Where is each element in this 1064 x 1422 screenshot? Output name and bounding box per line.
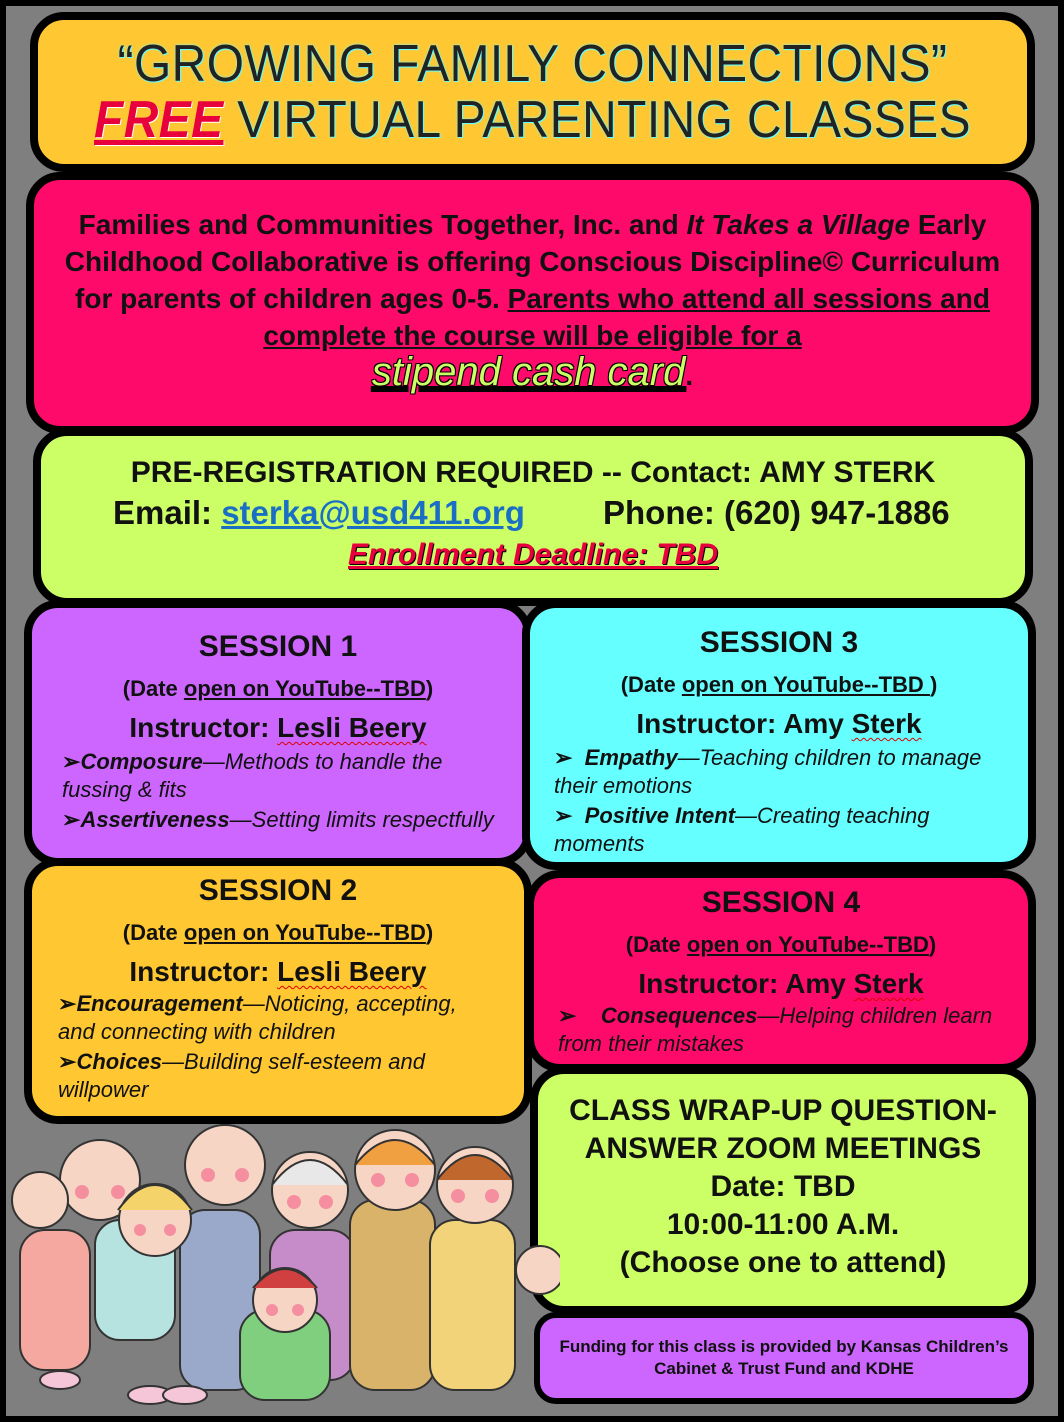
instructor-name: Sterk: [853, 968, 924, 999]
session-date: [530, 672, 1028, 698]
session-instructor: [534, 968, 1028, 1000]
bullet-text: —Setting limits respectfully: [229, 807, 494, 832]
bullet-text: —Methods to handle the fussing & fits: [62, 749, 443, 802]
bullet-label: Empathy: [584, 745, 678, 770]
funding-text: [540, 1336, 1028, 1380]
bullet-item: [58, 990, 498, 1046]
bullet-item: [558, 1002, 1008, 1058]
email-label: Email:: [113, 494, 222, 531]
enrollment-deadline: Enrollment Deadline: TBD: [347, 538, 719, 571]
youtube-link[interactable]: open on YouTube--TBD: [686, 932, 929, 957]
session-instructor: [530, 708, 1028, 740]
date-suffix: ): [928, 932, 937, 957]
date-prefix: (Date: [122, 920, 184, 945]
instructor-name: Sterk: [851, 708, 922, 739]
bullet-label: Assertiveness: [80, 807, 230, 832]
session-date: [32, 920, 524, 946]
session-1-panel: [24, 600, 532, 866]
wrapup-note: (Choose one to attend): [619, 1246, 947, 1279]
email-line: [113, 494, 525, 532]
registration-contact: PRE-REGISTRATION REQUIRED -- Contact: AMY STERK: [130, 456, 936, 489]
session-4-panel: [526, 870, 1036, 1072]
date-prefix: (Date: [625, 932, 687, 957]
arrow-bullet-icon: ➢: [62, 807, 81, 832]
flyer-header: [30, 12, 1035, 172]
session-title: SESSION 4: [701, 886, 861, 919]
funding-line-1: Funding for this class is provided by Kansas Children’s: [559, 1337, 1009, 1356]
header-subtitle-text: VIRTUAL PARENTING CLASSES: [223, 91, 971, 149]
bullet-text: —Building self-esteem and willpower: [58, 1049, 425, 1102]
intro-text: [34, 206, 1031, 394]
session-title: SESSION 1: [198, 630, 358, 663]
session-title: SESSION 2: [198, 874, 358, 907]
arrow-bullet-icon: ➢: [62, 749, 81, 774]
youtube-link[interactable]: open on YouTube--TBD: [681, 672, 930, 697]
intro-period: .: [685, 360, 694, 391]
bullet-item: [58, 1048, 458, 1104]
youtube-link[interactable]: open on YouTube--TBD: [183, 676, 426, 701]
registration-details: [41, 494, 1025, 536]
date-prefix: (Date: [620, 672, 682, 697]
instructor-label: Instructor:: [129, 956, 278, 987]
date-suffix: ): [929, 672, 938, 697]
intro-village-name: It Takes a Village: [686, 209, 911, 240]
instructor-name: Lesli Beery: [277, 712, 427, 743]
session-2-panel: [24, 858, 532, 1124]
instructor-name: Lesli Beery: [277, 956, 427, 987]
arrow-bullet-icon: ➢: [58, 1049, 77, 1074]
wrapup-line-2: ANSWER ZOOM MEETINGS: [584, 1132, 982, 1165]
bullet-text: —Creating teaching moments: [554, 803, 930, 856]
bullet-text: —Teaching children to manage their emotions: [554, 745, 982, 798]
wrapup-time: 10:00-11:00 A.M.: [666, 1208, 900, 1241]
wrapup-date: Date: TBD: [710, 1170, 856, 1203]
arrow-bullet-icon: ➢: [554, 803, 573, 828]
stipend-cash-card: stipend cash card: [371, 350, 686, 394]
date-suffix: ): [425, 920, 434, 945]
bullet-label: Positive Intent: [584, 803, 736, 828]
header-subtitle: [78, 92, 988, 148]
intro-text-1: Families and Communities Together, Inc. and: [78, 209, 687, 240]
registration-panel: [33, 428, 1033, 606]
bullet-label: Encouragement: [76, 991, 243, 1016]
session-3-panel: [522, 600, 1036, 870]
session-date: [534, 932, 1028, 958]
arrow-bullet-icon: ➢: [58, 991, 77, 1016]
date-suffix: ): [425, 676, 434, 701]
header-title: “GROWING FAMILY CONNECTIONS”: [117, 35, 948, 93]
bullet-item: [62, 748, 492, 804]
bullet-label: Composure: [80, 749, 203, 774]
email-link[interactable]: sterka@usd411.org: [221, 494, 525, 531]
funding-panel: [534, 1312, 1034, 1404]
instructor-label: Instructor: Amy: [636, 708, 852, 739]
bullet-item: [554, 744, 994, 800]
youtube-link[interactable]: open on YouTube--TBD: [183, 920, 426, 945]
instructor-label: Instructor: Amy: [638, 968, 854, 999]
bullet-item: [62, 806, 524, 834]
wrapup-line-1: CLASS WRAP-UP QUESTION-: [569, 1094, 997, 1127]
arrow-bullet-icon: ➢: [558, 1003, 577, 1028]
bullet-text: —Noticing, accepting, and connecting with children: [58, 991, 457, 1044]
instructor-label: Instructor:: [129, 712, 278, 743]
free-label: FREE: [94, 91, 224, 149]
date-prefix: (Date: [122, 676, 184, 701]
intro-panel: [26, 172, 1039, 434]
bullet-item: [554, 802, 974, 858]
intro-eligibility: Parents who attend all sessions and complete the course will be eligible for a: [263, 283, 990, 351]
wrapup-text: [538, 1092, 1028, 1282]
bullet-label: Choices: [76, 1049, 163, 1074]
wrapup-panel: [530, 1066, 1036, 1314]
bullet-text: —Helping children learn from their mistakes: [558, 1003, 993, 1056]
session-title: SESSION 3: [699, 626, 859, 659]
bullet-label: Consequences: [600, 1003, 758, 1028]
family-clipart-image: [0, 1110, 560, 1410]
phone-number: Phone: (620) 947-1886: [603, 494, 950, 531]
session-instructor: [32, 956, 524, 988]
arrow-bullet-icon: ➢: [554, 745, 573, 770]
funding-line-2: Cabinet & Trust Fund and KDHE: [654, 1359, 914, 1378]
intro-text-2: Early Childhood Collaborative is offering Conscious Discipline© Curriculum for parents of children ages 0-5.: [64, 209, 1001, 314]
session-instructor: [32, 712, 524, 744]
session-date: [32, 676, 524, 702]
